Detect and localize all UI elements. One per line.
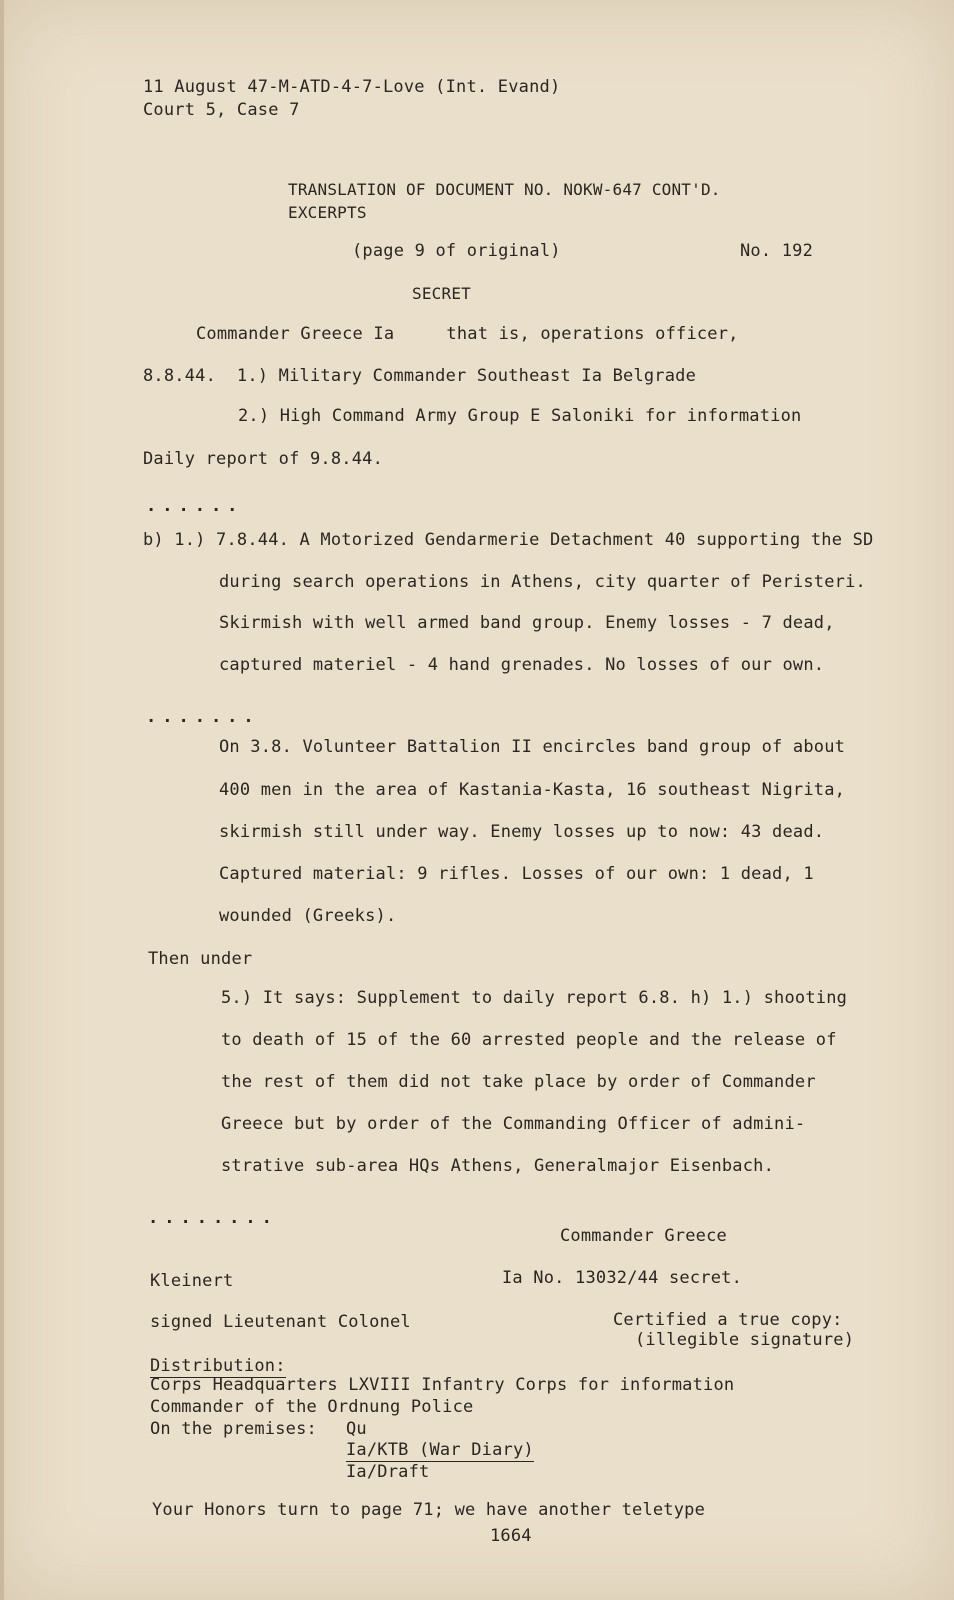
addressee-line-1: 8.8.44. 1.) Military Commander Southeast Ia Belgrade: [143, 366, 697, 386]
section-b-line-4: captured materiel - 4 hand grenades. No losses of our own.: [219, 655, 825, 675]
distribution-label: Distribution:: [150, 1356, 286, 1376]
section-on-line-1: On 3.8. Volunteer Battalion II encircles band group of about: [219, 737, 846, 757]
signature-commander: Commander Greece: [560, 1226, 727, 1246]
premises-draft: Ia/Draft: [346, 1462, 430, 1482]
section-5-line-1: 5.) It says: Supplement to daily report 6.8. h) 1.) shooting: [221, 988, 848, 1008]
section-b-line-2: during search operations in Athens, city quarter of Peristeri.: [219, 572, 866, 592]
classification: SECRET: [412, 284, 471, 303]
section-on-line-3: skirmish still under way. Enemy losses up to now: 43 dead.: [219, 822, 825, 842]
separator-dots: .......: [146, 707, 260, 727]
addressee-line-2: 2.) High Command Army Group E Saloniki for information: [238, 406, 802, 426]
document-title: TRANSLATION OF DOCUMENT NO. NOKW-647 CONT'D.: [288, 180, 721, 199]
header-line-2: Court 5, Case 7: [143, 100, 300, 120]
page-number: 1664: [490, 1526, 532, 1546]
distribution-line-2: Commander of the Ordnung Police: [150, 1397, 474, 1417]
signature-name: Kleinert: [150, 1271, 234, 1291]
premises-ktb: Ia/KTB (War Diary): [346, 1440, 534, 1460]
document-number: No. 192: [740, 241, 814, 261]
section-b-line-1: b) 1.) 7.8.44. A Motorized Gendarmerie Detachment 40 supporting the SD: [143, 530, 874, 550]
section-5-line-3: the rest of them did not take place by order of Commander: [221, 1072, 816, 1092]
section-on-line-2: 400 men in the area of Kastania-Kasta, 16 southeast Nigrita,: [219, 780, 846, 800]
from-line: Commander Greece Ia that is, operations officer,: [196, 324, 739, 344]
certified-copy-line: Certified a true copy:: [613, 1310, 843, 1330]
section-on-line-5: wounded (Greeks).: [219, 906, 397, 926]
illegible-signature-line: (illegible signature): [635, 1330, 855, 1350]
separator-dots: ......: [146, 496, 244, 516]
signature-reference: Ia No. 13032/44 secret.: [502, 1268, 743, 1288]
separator-dots: ........: [148, 1208, 278, 1228]
distribution-line-1: Corps Headquarters LXVIII Infantry Corps for information: [150, 1375, 735, 1395]
page-reference: (page 9 of original): [352, 241, 561, 261]
section-on-line-4: Captured material: 9 rifles. Losses of our own: 1 dead, 1: [219, 864, 814, 884]
document-subtitle: EXCERPTS: [288, 203, 367, 222]
section-b-line-3: Skirmish with well armed band group. Enemy losses - 7 dead,: [219, 613, 835, 633]
header-line-1: 11 August 47-M-ATD-4-7-Love (Int. Evand): [143, 77, 561, 97]
section-5-line-4: Greece but by order of the Commanding Officer of admini-: [221, 1114, 806, 1134]
section-5-line-5: strative sub-area HQs Athens, Generalmajor Eisenbach.: [221, 1156, 775, 1176]
footer-note: Your Honors turn to page 71; we have another teletype: [152, 1500, 706, 1520]
signature-rank: signed Lieutenant Colonel: [150, 1312, 411, 1332]
page-edge: [0, 0, 4, 1600]
premises-label: On the premises:: [150, 1419, 317, 1439]
daily-report-line: Daily report of 9.8.44.: [143, 449, 384, 469]
section-5-line-2: to death of 15 of the 60 arrested people and the release of: [221, 1030, 837, 1050]
premises-qu: Qu: [346, 1419, 367, 1439]
then-under-line: Then under: [148, 949, 253, 969]
